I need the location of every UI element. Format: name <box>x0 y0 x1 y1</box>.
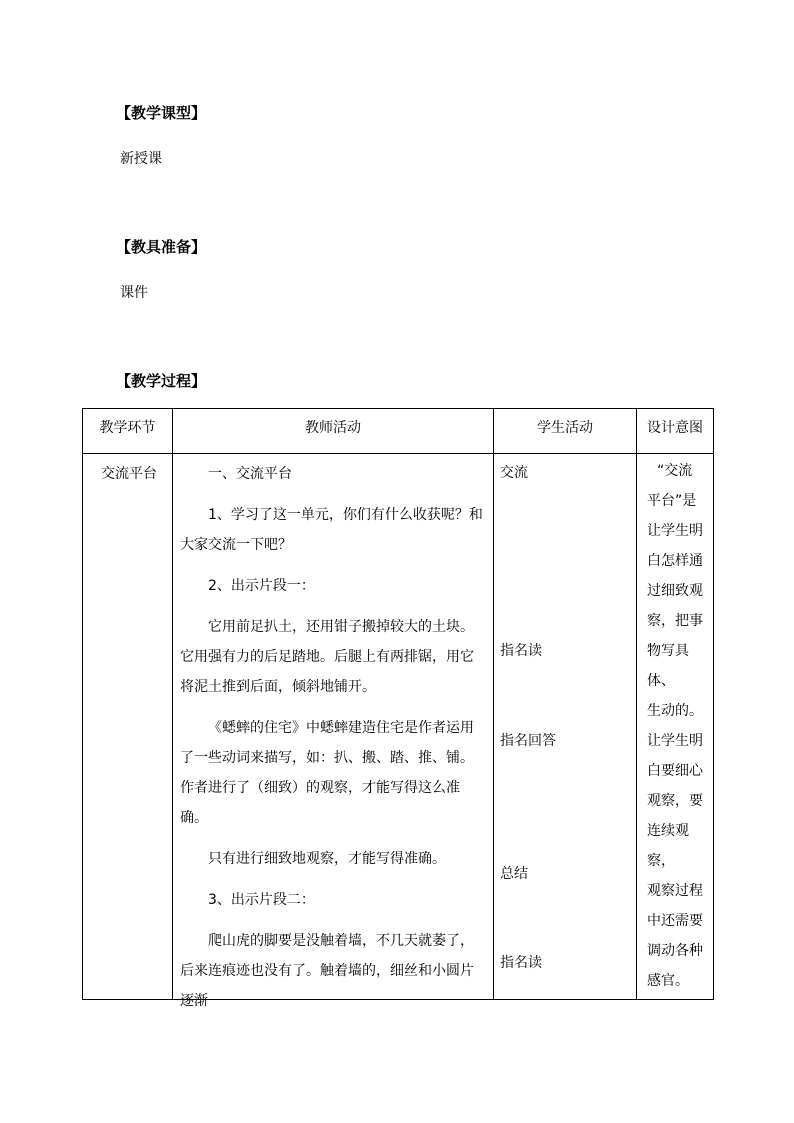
teacher-line: 爬山虎的脚要是没触着墙，不几天就萎了，后来连痕迹也没有了。触着墙的，细丝和小圆片逐渐 <box>180 933 474 1009</box>
student-activity-item: 交流 <box>500 465 528 481</box>
teacher-activity-cell <box>173 454 494 1009</box>
design-line: 中还需要 <box>647 913 703 929</box>
header-cell-student: 学生活动 <box>494 409 637 454</box>
design-line: 调动各种 <box>647 943 703 959</box>
design-line: 白怎样通 <box>647 553 703 569</box>
teacher-line: 《蟋蟀的住宅》中蟋蟀建造住宅是作者运用了一些动词来描写，如：扒、搬、踏、推、铺。作者进行了（细致）的观察，才能写得这么准确。 <box>180 720 474 826</box>
design-line: 物写具体、 <box>647 643 689 689</box>
process-heading: 【教学过程】 <box>116 372 207 390</box>
design-line: 让学生明 <box>647 523 703 539</box>
tools-heading: 【教具准备】 <box>116 238 207 256</box>
teacher-line: 1、学习了这一单元，你们有什么收获呢？和大家交流一下吧？ <box>180 507 483 553</box>
design-line: 生动的。 <box>647 703 703 719</box>
lesson-type-heading: 【教学课型】 <box>116 104 207 122</box>
header-cell-design: 设计意图 <box>637 409 714 454</box>
design-line: 观察，要 <box>647 793 703 809</box>
design-intent-cell <box>637 454 714 1000</box>
design-line: 观察过程 <box>647 883 703 899</box>
lesson-process-table <box>82 408 714 1009</box>
stage-text: 交流平台 <box>101 466 157 482</box>
header-cell-stage: 教学环节 <box>83 409 173 454</box>
design-line: 感官。 <box>647 973 689 989</box>
design-line: 平台”是 <box>647 493 697 509</box>
design-line: 白要细心 <box>647 763 703 779</box>
design-line: 让学生明 <box>647 733 703 749</box>
lesson-type-content: 新授课 <box>120 151 162 167</box>
student-activity-item: 指名读 <box>500 955 542 971</box>
student-activity-item: 指名读 <box>500 643 542 659</box>
stage-cell <box>83 454 173 1000</box>
design-line: 连续观察， <box>647 823 689 869</box>
header-cell-teacher: 教师活动 <box>173 409 494 454</box>
student-activity-cell <box>494 454 637 1000</box>
tools-content: 课件 <box>120 285 148 301</box>
design-line: 过细致观 <box>647 583 703 599</box>
teacher-line: 3、出示片段二： <box>208 892 315 908</box>
student-activity-item: 总结 <box>500 866 528 882</box>
table-header-row <box>83 409 714 454</box>
teacher-line: 只有进行细致地观察，才能写得准确。 <box>208 851 446 867</box>
student-activity-item: 指名回答 <box>500 733 556 749</box>
teacher-line: 它用前足扒土，还用钳子搬掉较大的土块。它用强有力的后足踏地。后腿上有两排锯，用它将泥土推到后面，倾斜地铺开。 <box>180 619 474 695</box>
teacher-line: 2、出示片段一： <box>208 578 315 594</box>
design-line: “交流 <box>657 463 693 479</box>
design-line: 察，把事 <box>647 613 703 629</box>
table-row <box>83 454 714 1000</box>
teacher-line: 一、交流平台 <box>208 466 292 482</box>
